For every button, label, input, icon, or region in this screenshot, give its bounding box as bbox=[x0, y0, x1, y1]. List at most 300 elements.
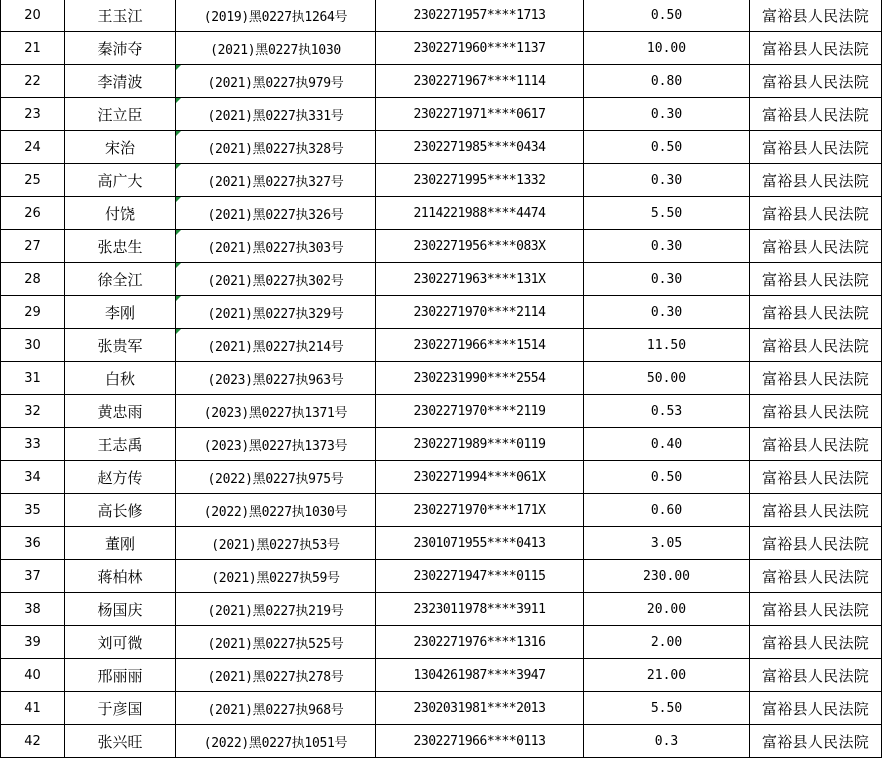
id-number-cell-text: 2302271966****0113 bbox=[413, 733, 546, 749]
id-number-cell[interactable] bbox=[376, 296, 584, 329]
case-number-cell-text: (2021)黑0227执214号 bbox=[207, 339, 344, 355]
amount-cell-text: 0.3 bbox=[654, 733, 679, 749]
id-number-cell[interactable] bbox=[376, 98, 584, 131]
table-row bbox=[1, 329, 882, 362]
id-number-cell-text: 2302271994****061X bbox=[413, 469, 546, 485]
case-number-cell[interactable] bbox=[176, 197, 376, 230]
case-number-cell-text: (2021)黑0227执331号 bbox=[207, 108, 344, 124]
case-number-cell[interactable] bbox=[176, 428, 376, 461]
id-number-cell-text: 1304261987****3947 bbox=[413, 667, 546, 683]
name-cell-text: 杨国庆 bbox=[97, 600, 143, 619]
court-cell[interactable] bbox=[750, 494, 882, 527]
court-cell[interactable] bbox=[750, 131, 882, 164]
row-index-cell[interactable] bbox=[1, 659, 65, 692]
name-cell[interactable] bbox=[65, 329, 176, 362]
id-number-cell[interactable] bbox=[376, 692, 584, 725]
case-number-cell-text: (2022)黑0227执975号 bbox=[207, 471, 344, 487]
amount-cell[interactable] bbox=[584, 263, 750, 296]
table-row bbox=[1, 593, 882, 626]
name-cell[interactable] bbox=[65, 263, 176, 296]
row-index-cell[interactable] bbox=[1, 329, 65, 362]
row-index-cell[interactable] bbox=[1, 428, 65, 461]
id-number-cell[interactable] bbox=[376, 428, 584, 461]
amount-cell-text: 0.30 bbox=[650, 172, 683, 188]
amount-cell[interactable] bbox=[584, 230, 750, 263]
table-row bbox=[1, 395, 882, 428]
text-format-indicator-icon bbox=[176, 197, 181, 202]
id-number-cell[interactable] bbox=[376, 263, 584, 296]
id-number-cell-text: 2302031981****2013 bbox=[413, 700, 546, 716]
court-cell[interactable] bbox=[750, 362, 882, 395]
court-cell-text: 富裕县人民法院 bbox=[761, 204, 870, 223]
name-cell-text: 黄忠雨 bbox=[97, 402, 143, 421]
table-row bbox=[1, 560, 882, 593]
court-cell[interactable] bbox=[750, 32, 882, 65]
court-cell-text: 富裕县人民法院 bbox=[761, 6, 870, 25]
court-cell-text: 富裕县人民法院 bbox=[761, 72, 870, 91]
amount-cell[interactable] bbox=[584, 65, 750, 98]
name-cell-text: 王玉江 bbox=[97, 6, 143, 25]
text-format-indicator-icon bbox=[176, 230, 181, 235]
name-cell-text: 蒋柏林 bbox=[97, 567, 143, 586]
row-index-cell-text: 40 bbox=[24, 667, 41, 683]
row-index-cell[interactable] bbox=[1, 362, 65, 395]
table-row bbox=[1, 626, 882, 659]
name-cell[interactable] bbox=[65, 98, 176, 131]
text-format-indicator-icon bbox=[176, 263, 181, 268]
case-number-cell[interactable] bbox=[176, 296, 376, 329]
row-index-cell[interactable] bbox=[1, 164, 65, 197]
row-index-cell[interactable] bbox=[1, 32, 65, 65]
name-cell[interactable] bbox=[65, 0, 176, 32]
row-index-cell-text: 42 bbox=[24, 733, 41, 749]
case-number-cell-text: (2021)黑0227执53号 bbox=[211, 537, 340, 553]
amount-cell-text: 5.50 bbox=[650, 205, 683, 221]
court-cell-text: 富裕县人民法院 bbox=[761, 138, 870, 157]
row-index-cell-text: 39 bbox=[24, 634, 41, 650]
id-number-cell-text: 2302271995****1332 bbox=[413, 172, 546, 188]
name-cell[interactable] bbox=[65, 197, 176, 230]
amount-cell[interactable] bbox=[584, 362, 750, 395]
table-row bbox=[1, 0, 882, 32]
row-index-cell[interactable] bbox=[1, 131, 65, 164]
name-cell[interactable] bbox=[65, 395, 176, 428]
case-number-cell-text: (2021)黑0227执979号 bbox=[207, 75, 344, 91]
court-cell[interactable] bbox=[750, 263, 882, 296]
amount-cell-text: 0.80 bbox=[650, 73, 683, 89]
case-number-cell-text: (2021)黑0227执1030 bbox=[210, 42, 341, 58]
row-index-cell[interactable] bbox=[1, 98, 65, 131]
table-row bbox=[1, 725, 882, 758]
id-number-cell-text: 2302271960****1137 bbox=[413, 40, 546, 56]
case-number-cell[interactable] bbox=[176, 560, 376, 593]
amount-cell[interactable] bbox=[584, 0, 750, 32]
row-index-cell-text: 36 bbox=[24, 535, 41, 551]
case-number-cell[interactable] bbox=[176, 659, 376, 692]
name-cell[interactable] bbox=[65, 593, 176, 626]
row-index-cell[interactable] bbox=[1, 65, 65, 98]
court-cell[interactable] bbox=[750, 164, 882, 197]
name-cell[interactable] bbox=[65, 527, 176, 560]
amount-cell-text: 0.53 bbox=[650, 403, 683, 419]
table-row bbox=[1, 197, 882, 230]
amount-cell[interactable] bbox=[584, 560, 750, 593]
amount-cell-text: 0.40 bbox=[650, 436, 683, 452]
row-index-cell[interactable] bbox=[1, 560, 65, 593]
id-number-cell-text: 2302271989****0119 bbox=[413, 436, 546, 452]
court-cell[interactable] bbox=[750, 296, 882, 329]
row-index-cell-text: 35 bbox=[24, 502, 41, 518]
court-cell-text: 富裕县人民法院 bbox=[761, 633, 870, 652]
amount-cell[interactable] bbox=[584, 725, 750, 758]
case-number-cell-text: (2021)黑0227执59号 bbox=[211, 570, 340, 586]
case-number-cell[interactable] bbox=[176, 164, 376, 197]
id-number-cell-text: 2302271970****171X bbox=[413, 502, 546, 518]
case-number-cell[interactable] bbox=[176, 98, 376, 131]
case-number-cell[interactable] bbox=[176, 692, 376, 725]
text-format-indicator-icon bbox=[176, 329, 181, 334]
row-index-cell[interactable] bbox=[1, 593, 65, 626]
court-cell-text: 富裕县人民法院 bbox=[761, 369, 870, 388]
row-index-cell[interactable] bbox=[1, 527, 65, 560]
amount-cell-text: 3.05 bbox=[650, 535, 683, 551]
id-number-cell[interactable] bbox=[376, 725, 584, 758]
table-row bbox=[1, 296, 882, 329]
name-cell-text: 秦沛夺 bbox=[97, 39, 143, 58]
case-number-cell-text: (2023)黑0227执1371号 bbox=[203, 405, 348, 421]
row-index-cell-text: 41 bbox=[24, 700, 41, 716]
id-number-cell-text: 2323011978****3911 bbox=[413, 601, 546, 617]
row-index-cell[interactable] bbox=[1, 296, 65, 329]
court-cell[interactable] bbox=[750, 230, 882, 263]
name-cell[interactable] bbox=[65, 164, 176, 197]
amount-cell[interactable] bbox=[584, 494, 750, 527]
name-cell[interactable] bbox=[65, 560, 176, 593]
name-cell[interactable] bbox=[65, 659, 176, 692]
id-number-cell[interactable] bbox=[376, 626, 584, 659]
court-cell-text: 富裕县人民法院 bbox=[761, 534, 870, 553]
amount-cell[interactable] bbox=[584, 98, 750, 131]
name-cell-text: 邢丽丽 bbox=[97, 666, 143, 685]
court-cell-text: 富裕县人民法院 bbox=[761, 732, 870, 751]
court-cell-text: 富裕县人民法院 bbox=[761, 39, 870, 58]
court-cell[interactable] bbox=[750, 395, 882, 428]
name-cell[interactable] bbox=[65, 230, 176, 263]
row-index-cell-text: 33 bbox=[24, 436, 41, 452]
table-row bbox=[1, 131, 882, 164]
amount-cell-text: 0.30 bbox=[650, 304, 683, 320]
amount-cell-text: 2.00 bbox=[650, 634, 683, 650]
table-row bbox=[1, 527, 882, 560]
row-index-cell[interactable] bbox=[1, 230, 65, 263]
amount-cell-text: 0.60 bbox=[650, 502, 683, 518]
case-number-cell[interactable] bbox=[176, 593, 376, 626]
name-cell-text: 高长修 bbox=[97, 501, 143, 520]
name-cell[interactable] bbox=[65, 494, 176, 527]
amount-cell-text: 50.00 bbox=[646, 370, 687, 386]
id-number-cell[interactable] bbox=[376, 164, 584, 197]
amount-cell[interactable] bbox=[584, 626, 750, 659]
amount-cell[interactable] bbox=[584, 461, 750, 494]
court-cell[interactable] bbox=[750, 0, 882, 32]
court-cell-text: 富裕县人民法院 bbox=[761, 567, 870, 586]
id-number-cell[interactable] bbox=[376, 65, 584, 98]
id-number-cell[interactable] bbox=[376, 197, 584, 230]
case-number-cell-text: (2021)黑0227执219号 bbox=[207, 603, 344, 619]
id-number-cell[interactable] bbox=[376, 461, 584, 494]
court-cell-text: 富裕县人民法院 bbox=[761, 303, 870, 322]
name-cell[interactable] bbox=[65, 461, 176, 494]
id-number-cell[interactable] bbox=[376, 593, 584, 626]
case-number-cell[interactable] bbox=[176, 230, 376, 263]
row-index-cell-text: 26 bbox=[24, 205, 41, 221]
court-cell-text: 富裕县人民法院 bbox=[761, 402, 870, 421]
case-number-cell[interactable] bbox=[176, 329, 376, 362]
table-row bbox=[1, 65, 882, 98]
table-row bbox=[1, 362, 882, 395]
case-number-cell[interactable] bbox=[176, 131, 376, 164]
row-index-cell-text: 22 bbox=[24, 73, 41, 89]
id-number-cell[interactable] bbox=[376, 494, 584, 527]
row-index-cell-text: 37 bbox=[24, 568, 41, 584]
id-number-cell-text: 2302271957****1713 bbox=[413, 7, 546, 23]
name-cell[interactable] bbox=[65, 725, 176, 758]
court-cell[interactable] bbox=[750, 428, 882, 461]
amount-cell-text: 0.50 bbox=[650, 7, 683, 23]
court-cell-text: 富裕县人民法院 bbox=[761, 501, 870, 520]
amount-cell-text: 10.00 bbox=[646, 40, 687, 56]
amount-cell-text: 21.00 bbox=[646, 667, 687, 683]
court-cell-text: 富裕县人民法院 bbox=[761, 468, 870, 487]
text-format-indicator-icon bbox=[176, 131, 181, 136]
name-cell-text: 董刚 bbox=[104, 534, 135, 553]
court-cell[interactable] bbox=[750, 560, 882, 593]
row-index-cell-text: 28 bbox=[24, 271, 41, 287]
id-number-cell-text: 2302271971****0617 bbox=[413, 106, 546, 122]
name-cell-text: 徐全江 bbox=[97, 270, 143, 289]
name-cell-text: 白秋 bbox=[104, 369, 135, 388]
court-cell[interactable] bbox=[750, 329, 882, 362]
amount-cell[interactable] bbox=[584, 164, 750, 197]
row-index-cell[interactable] bbox=[1, 461, 65, 494]
amount-cell-text: 0.50 bbox=[650, 139, 683, 155]
id-number-cell[interactable] bbox=[376, 131, 584, 164]
name-cell[interactable] bbox=[65, 626, 176, 659]
court-cell-text: 富裕县人民法院 bbox=[761, 336, 870, 355]
table-row bbox=[1, 230, 882, 263]
court-cell[interactable] bbox=[750, 593, 882, 626]
amount-cell[interactable] bbox=[584, 527, 750, 560]
name-cell[interactable] bbox=[65, 131, 176, 164]
table-row bbox=[1, 659, 882, 692]
case-number-cell[interactable] bbox=[176, 0, 376, 32]
row-index-cell[interactable] bbox=[1, 0, 65, 32]
row-index-cell[interactable] bbox=[1, 494, 65, 527]
table-row bbox=[1, 98, 882, 131]
id-number-cell[interactable] bbox=[376, 329, 584, 362]
name-cell[interactable] bbox=[65, 362, 176, 395]
court-cell[interactable] bbox=[750, 626, 882, 659]
case-number-cell[interactable] bbox=[176, 626, 376, 659]
id-number-cell[interactable] bbox=[376, 659, 584, 692]
case-number-cell[interactable] bbox=[176, 32, 376, 65]
name-cell-text: 高广大 bbox=[97, 171, 143, 190]
row-index-cell-text: 30 bbox=[24, 337, 41, 353]
name-cell[interactable] bbox=[65, 32, 176, 65]
amount-cell-text: 5.50 bbox=[650, 700, 683, 716]
amount-cell-text: 230.00 bbox=[643, 568, 690, 584]
id-number-cell-text: 2302271976****1316 bbox=[413, 634, 546, 650]
amount-cell[interactable] bbox=[584, 659, 750, 692]
amount-cell[interactable] bbox=[584, 395, 750, 428]
id-number-cell-text: 2114221988****4474 bbox=[413, 205, 546, 221]
row-index-cell-text: 21 bbox=[24, 40, 41, 56]
table-row bbox=[1, 428, 882, 461]
table-row bbox=[1, 32, 882, 65]
case-number-cell-text: (2019)黑0227执1264号 bbox=[203, 9, 348, 25]
case-number-cell[interactable] bbox=[176, 461, 376, 494]
row-index-cell-text: 32 bbox=[24, 403, 41, 419]
row-index-cell-text: 29 bbox=[24, 304, 41, 320]
id-number-cell[interactable] bbox=[376, 395, 584, 428]
id-number-cell-text: 2302271966****1514 bbox=[413, 337, 546, 353]
court-cell-text: 富裕县人民法院 bbox=[761, 237, 870, 256]
id-number-cell[interactable] bbox=[376, 560, 584, 593]
amount-cell[interactable] bbox=[584, 692, 750, 725]
amount-cell[interactable] bbox=[584, 32, 750, 65]
court-cell[interactable] bbox=[750, 98, 882, 131]
id-number-cell[interactable] bbox=[376, 527, 584, 560]
row-index-cell[interactable] bbox=[1, 263, 65, 296]
id-number-cell-text: 2301071955****0413 bbox=[413, 535, 546, 551]
case-number-cell-text: (2023)黑0227执1373号 bbox=[203, 438, 348, 454]
name-cell-text: 赵方传 bbox=[97, 468, 143, 487]
name-cell-text: 刘可微 bbox=[97, 633, 143, 652]
name-cell[interactable] bbox=[65, 692, 176, 725]
name-cell-text: 李刚 bbox=[104, 303, 135, 322]
id-number-cell-text: 2302271963****131X bbox=[413, 271, 546, 287]
court-cell[interactable] bbox=[750, 659, 882, 692]
name-cell-text: 宋治 bbox=[104, 138, 135, 157]
text-format-indicator-icon bbox=[176, 296, 181, 301]
id-number-cell[interactable] bbox=[376, 32, 584, 65]
court-cell[interactable] bbox=[750, 65, 882, 98]
row-index-cell-text: 38 bbox=[24, 601, 41, 617]
text-format-indicator-icon bbox=[176, 164, 181, 169]
text-format-indicator-icon bbox=[176, 65, 181, 70]
table-row bbox=[1, 164, 882, 197]
court-cell-text: 富裕县人民法院 bbox=[761, 270, 870, 289]
id-number-cell[interactable] bbox=[376, 0, 584, 32]
amount-cell-text: 0.30 bbox=[650, 271, 683, 287]
name-cell-text: 张忠生 bbox=[97, 237, 143, 256]
case-number-cell-text: (2021)黑0227执968号 bbox=[207, 702, 344, 718]
row-index-cell[interactable] bbox=[1, 197, 65, 230]
name-cell-text: 王志禹 bbox=[97, 435, 143, 454]
name-cell-text: 李清波 bbox=[97, 72, 143, 91]
table-row bbox=[1, 494, 882, 527]
court-cell-text: 富裕县人民法院 bbox=[761, 666, 870, 685]
case-number-cell[interactable] bbox=[176, 362, 376, 395]
id-number-cell-text: 2302271985****0434 bbox=[413, 139, 546, 155]
row-index-cell-text: 27 bbox=[24, 238, 41, 254]
case-number-cell-text: (2023)黑0227执963号 bbox=[207, 372, 344, 388]
row-index-cell[interactable] bbox=[1, 626, 65, 659]
amount-cell[interactable] bbox=[584, 296, 750, 329]
id-number-cell-text: 2302271967****1114 bbox=[413, 73, 546, 89]
row-index-cell-text: 31 bbox=[24, 370, 41, 386]
amount-cell[interactable] bbox=[584, 329, 750, 362]
case-number-cell[interactable] bbox=[176, 494, 376, 527]
court-cell-text: 富裕县人民法院 bbox=[761, 699, 870, 718]
amount-cell[interactable] bbox=[584, 197, 750, 230]
case-number-cell[interactable] bbox=[176, 65, 376, 98]
case-number-cell-text: (2021)黑0227执302号 bbox=[207, 273, 344, 289]
case-number-cell-text: (2021)黑0227执327号 bbox=[207, 174, 344, 190]
name-cell-text: 付饶 bbox=[104, 204, 135, 223]
row-index-cell-text: 34 bbox=[24, 469, 41, 485]
court-cell[interactable] bbox=[750, 197, 882, 230]
amount-cell-text: 0.30 bbox=[650, 106, 683, 122]
row-index-cell-text: 23 bbox=[24, 106, 41, 122]
case-number-cell-text: (2022)黑0227执1051号 bbox=[203, 735, 348, 751]
table-body bbox=[1, 0, 882, 758]
text-format-indicator-icon bbox=[176, 98, 181, 103]
name-cell-text: 张兴旺 bbox=[97, 732, 143, 751]
row-index-cell[interactable] bbox=[1, 692, 65, 725]
name-cell-text: 汪立臣 bbox=[97, 105, 143, 124]
court-cell[interactable] bbox=[750, 527, 882, 560]
case-number-cell[interactable] bbox=[176, 263, 376, 296]
case-number-cell[interactable] bbox=[176, 725, 376, 758]
case-number-cell[interactable] bbox=[176, 527, 376, 560]
row-index-cell[interactable] bbox=[1, 725, 65, 758]
table-row bbox=[1, 461, 882, 494]
id-number-cell[interactable] bbox=[376, 362, 584, 395]
case-number-cell-text: (2021)黑0227执303号 bbox=[207, 240, 344, 256]
name-cell[interactable] bbox=[65, 428, 176, 461]
amount-cell[interactable] bbox=[584, 593, 750, 626]
court-cell-text: 富裕县人民法院 bbox=[761, 600, 870, 619]
id-number-cell-text: 2302271970****2119 bbox=[413, 403, 546, 419]
case-number-cell-text: (2021)黑0227执326号 bbox=[207, 207, 344, 223]
row-index-cell-text: 24 bbox=[24, 139, 41, 155]
table-row bbox=[1, 263, 882, 296]
case-number-cell-text: (2022)黑0227执1030号 bbox=[203, 504, 348, 520]
id-number-cell-text: 2302271956****083X bbox=[413, 238, 546, 254]
amount-cell[interactable] bbox=[584, 428, 750, 461]
case-number-cell-text: (2021)黑0227执278号 bbox=[207, 669, 344, 685]
court-cell-text: 富裕县人民法院 bbox=[761, 105, 870, 124]
court-cell[interactable] bbox=[750, 692, 882, 725]
name-cell[interactable] bbox=[65, 65, 176, 98]
case-number-cell-text: (2021)黑0227执525号 bbox=[207, 636, 344, 652]
name-cell-text: 于彦国 bbox=[97, 699, 143, 718]
case-number-cell[interactable] bbox=[176, 395, 376, 428]
row-index-cell-text: 20 bbox=[24, 7, 41, 23]
id-number-cell[interactable] bbox=[376, 230, 584, 263]
case-number-cell-text: (2021)黑0227执328号 bbox=[207, 141, 344, 157]
court-cell-text: 富裕县人民法院 bbox=[761, 171, 870, 190]
row-index-cell[interactable] bbox=[1, 395, 65, 428]
court-cell[interactable] bbox=[750, 461, 882, 494]
amount-cell-text: 20.00 bbox=[646, 601, 687, 617]
case-number-cell-text: (2021)黑0227执329号 bbox=[207, 306, 344, 322]
name-cell-text: 张贵军 bbox=[97, 336, 143, 355]
amount-cell[interactable] bbox=[584, 131, 750, 164]
court-cell[interactable] bbox=[750, 725, 882, 758]
name-cell[interactable] bbox=[65, 296, 176, 329]
